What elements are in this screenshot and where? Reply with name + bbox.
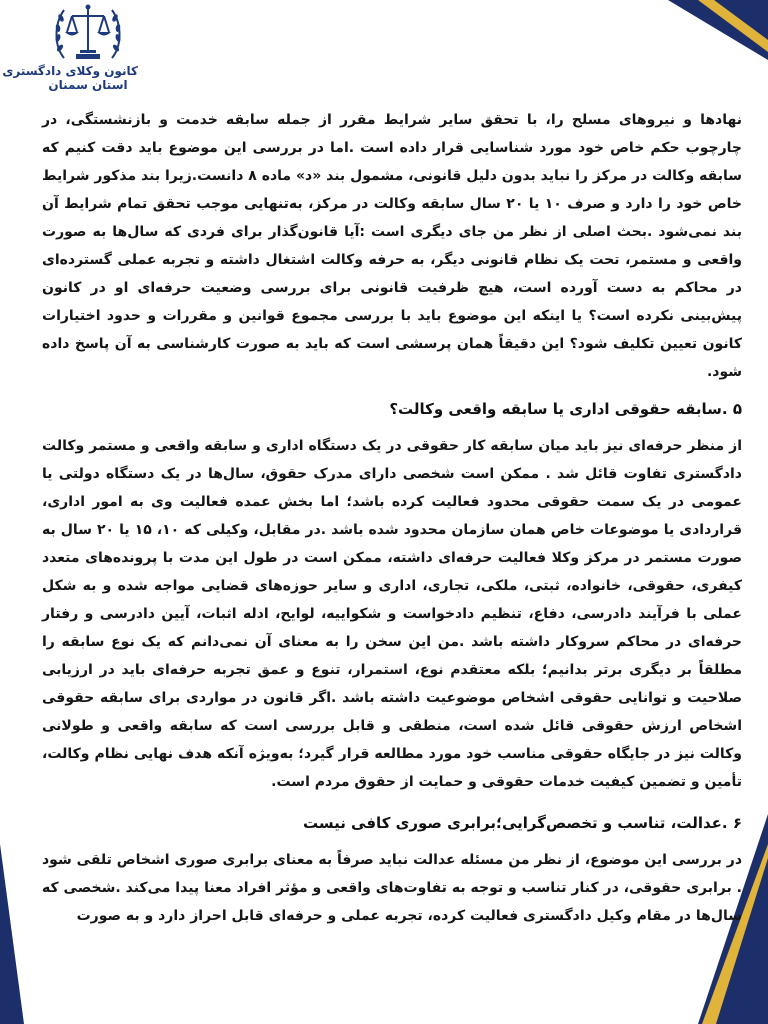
- document-body: [42, 106, 742, 1024]
- top-right-corner-decoration: [628, 0, 768, 60]
- paragraph-section-5: از منظر حرفه‌ای نیز باید میان سابقه کار حقوقی در یک دستگاه اداری و سابقه واقعی و مستمر وکالت دادگستری تفاوت قائل شد . ممکن است شخصی دارای مدرک حقوق، سال‌ها در یک دستگاه دولتی یا عمومی در یک سمت حقوقی محدود فعالیت کرده باشد؛ اما بخش عمده فعالیت وی به امور اداری، قراردادی یا موضوعات خاص همان سازمان محدود شده باشد .در مقابل، وکیلی که ۱۰، ۱۵ یا ۲۰ سال به صورت مستمر در مرکز وکلا فعالیت حرفه‌ای داشته، ممکن است در طول این مدت با پرونده‌های متعدد کیفری، حقوقی، خانواده، ثبتی، ملکی، تجاری، اداری و سایر حوزه‌های قضایی مواجه شده و به شکل عملی با فرآیند دادرسی، دفاع، تنظیم دادخواست و شکواییه، لوایح، ادله اثبات، آیین دادرسی و رفتار حرفه‌ای در محاکم سروکار داشته باشد .من این سخن را به معنای آن نمی‌دانم که یک نوع سابقه را مطلقاً بر دیگری برتر بدانیم؛ بلکه معتقدم نوع، استمرار، تنوع و عمق تجربه حرفه‌ای باید در ارزیابی صلاحیت و توانایی حقوقی اشخاص موضوعیت داشته باشد .اگر قانون در مواردی برای سابقه حقوقی اشخاص ارزش حقوقی قائل شده است، منطقی و قابل بررسی است که سابقه واقعی و طولانی وکالت نیز در جایگاه حقوقی مناسب خود مورد مطالعه قرار گیرد؛ به‌ویژه آنکه هدف نهایی نظام وکالت، تأمین و تضمین کیفیت خدمات حقوقی و حمایت از حقوق مردم است.: [42, 438, 742, 790]
- section-heading-5: ۵ .سابقه حقوقی اداری یا سابقه واقعی وکالت؟: [389, 400, 742, 418]
- paragraph-intro: نهادها و نیروهای مسلح را، با تحقق سایر شرایط مقرر از جمله سابقه خدمت و بازنشستگی، در چارچوب حکم خاص خود مورد شناسایی قرار داده است .اما در بررسی این موضوع باید دقت کنیم که سابقه وکالت در مرکز را نباید بدون دلیل قانونی، مشمول بند «د» ماده ۸ دانست.زیرا بند مذکور شرایط خاص خود را دارد و صرف ۱۰ یا ۲۰ سال سابقه وکالت در مرکز، به‌تنهایی موجب تحقق تمام شرایط آن بند نمی‌شود .بحث اصلی از نظر من جای دیگری است :آیا قانون‌گذار برای فردی که سال‌ها به صورت واقعی و مستمر، تحت یک نظام قانونی دیگر، به حرفه وکالت اشتغال داشته و تجربه عملی گسترده‌ای در محاکم به دست آورده است، هیچ ظرفیت قانونی برای بررسی وضعیت حرفه‌ای او در کانون پیش‌بینی نکرده است؟ یا اینکه این موضوع باید با بررسی مجموع قوانین و مقررات و حدود اختیارات کانون تعیین تکلیف شود؟ این دقیقاً همان پرسشی است که باید به صورت کارشناسی به آن پاسخ داده شود.: [42, 112, 743, 380]
- bar-association-logo: [2, 0, 138, 104]
- bottom-left-corner-decoration: [0, 844, 24, 1024]
- paragraph-section-6: در بررسی این موضوع، از نظر من مسئله عدالت نباید صرفاً به معنای برابری صوری اشخاص تلقی شود . برابری حقوقی، در کنار تناسب و توجه به تفاوت‌های واقعی و مؤثر افراد معنا پیدا می‌کند .شخصی که سال‌ها در مقام وکیل دادگستری فعالیت کرده، تجربه عملی و حرفه‌ای قابل احراز دارد و به صورت: [42, 852, 742, 924]
- scales-of-justice-laurel-icon: [50, 0, 126, 66]
- section-heading-6: ۶ .عدالت، تناسب و تخصص‌گرایی؛برابری صوری کافی نیست: [302, 814, 742, 832]
- logo-org-name: کانون وکلای دادگستری: [2, 64, 138, 78]
- logo-province-name: استان سمنان: [48, 78, 128, 92]
